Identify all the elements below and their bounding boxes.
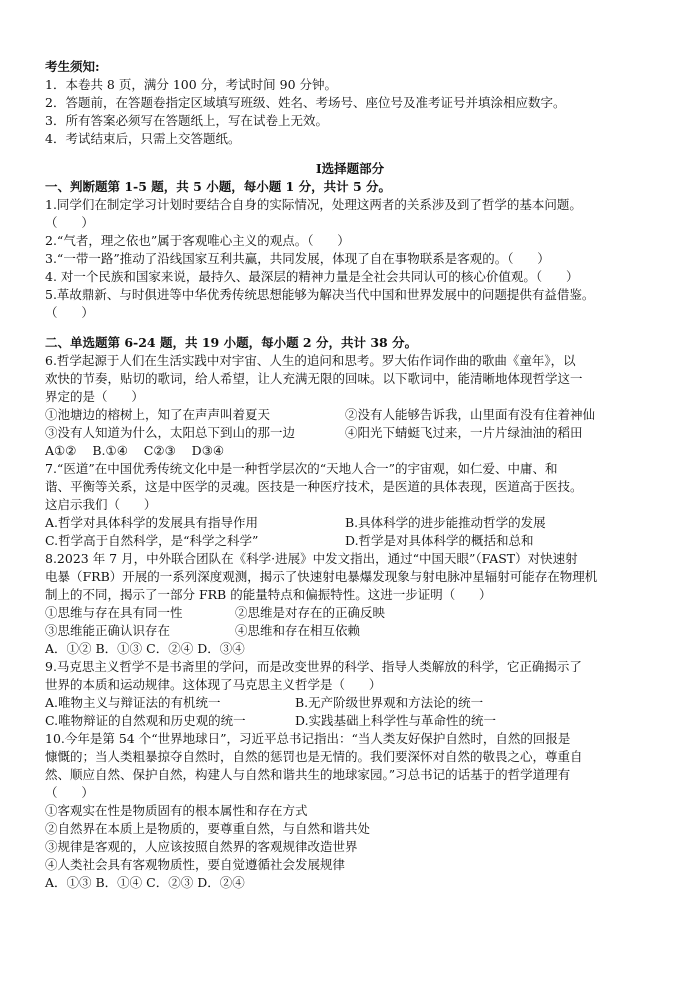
q6-option: ②没有人能够告诉我，山里面有没有住着神仙 bbox=[345, 407, 596, 422]
q10-answers: A．①③ B．①④ C．②③ D．②④ bbox=[45, 875, 245, 890]
q6-option: ①池塘边的榕树上，知了在声声叫着夏天 bbox=[45, 407, 271, 422]
q10-stem: 慷慨的；当人类粗暴掠夺自然时，自然的惩罚也是无情的。我们要深怀对自然的敬畏之心，尊重自 bbox=[45, 749, 583, 764]
q7-options-row bbox=[45, 532, 655, 550]
notice-item-2: 2．答题前，在答题卷指定区域填写班级、姓名、考场号、座位号及准考证号并填涂相应数字。 bbox=[45, 95, 566, 110]
q7-stem: 7.“医道”在中国优秀传统文化中是一种哲学层次的“天地人合一”的宇宙观，如仁爱、中庸、和 bbox=[45, 461, 558, 476]
q7-option: D.哲学是对具体科学的概括和总和 bbox=[345, 533, 534, 548]
notice-item-1: 1．本卷共 8 页，满分 100 分，考试时间 90 分钟。 bbox=[45, 77, 338, 92]
q8-option: ③思维能正确认识存在 bbox=[45, 623, 171, 638]
q9-option: D.实践基础上科学性与革命性的统一 bbox=[295, 713, 497, 728]
q10-option: ①客观实在性是物质固有的根本属性和存在方式 bbox=[45, 803, 308, 818]
notice-item-3: 3．所有答案必须写在答题纸上，写在试卷上无效。 bbox=[45, 113, 328, 128]
s1-line: （ ） bbox=[45, 305, 94, 320]
q8-option: ④思维和存在相互依赖 bbox=[235, 623, 361, 638]
s1-line: （ ） bbox=[45, 215, 94, 230]
notice-item-4: 4．考试结束后，只需上交答题纸。 bbox=[45, 131, 241, 146]
s1-line: 3.“一带一路”推动了沿线国家互利共赢，共同发展，体现了自在事物联系是客观的。（ ） bbox=[45, 251, 550, 266]
q7-stem: 这启示我们（ ） bbox=[45, 497, 157, 512]
q6-stem: 欢快的节奏，贴切的歌词，给人希望，让人充满无限的回味。以下歌词中，能清晰地体现哲学这一 bbox=[45, 371, 583, 386]
s1-line: 4. 对一个民族和国家来说，最持久、最深层的精神力量是全社会共同认可的核心价值观。（ ） bbox=[45, 269, 579, 284]
q7-option: C.哲学高于自然科学，是“科学之科学” bbox=[45, 533, 259, 548]
q9-option: A.唯物主义与辩证法的有机统一 bbox=[45, 695, 221, 710]
q10-stem: （ ） bbox=[45, 785, 94, 800]
q10-option: ②自然界在本质上是物质的，要尊重自然，与自然和谐共处 bbox=[45, 821, 371, 836]
part1-title: Ⅰ选择题部分 bbox=[315, 161, 385, 176]
q6-stem: 界定的是（ ） bbox=[45, 389, 144, 404]
q10-option: ③规律是客观的，人应该按照自然界的客观规律改造世界 bbox=[45, 839, 358, 854]
q9-stem: 9.马克思主义哲学不是书斋里的学问，而是改变世界的科学、指导人类解放的科学，它正确揭示了 bbox=[45, 659, 582, 674]
exam-page bbox=[45, 58, 655, 892]
q6-option: ④阳光下蜻蜓飞过来，一片片绿油油的稻田 bbox=[345, 425, 583, 440]
notice-title: 考生须知: bbox=[45, 59, 100, 74]
q6-stem: 6.哲学起源于人们在生活实践中对宇宙、人生的追问和思考。罗大佑作词作曲的歌曲《童年》，以 bbox=[45, 353, 576, 368]
s1-line: 1.同学们在制定学习计划时要结合自身的实际情况，处理这两者的关系涉及到了哲学的基本问题。 bbox=[45, 197, 582, 212]
q8-stem: 制上的不同，揭示了一部分 FRB 的能量特点和偏振特性。这进一步证明（ ） bbox=[45, 587, 492, 602]
s1-line: 5.革故鼎新、与时俱进等中华优秀传统思想能够为解决当代中国和世界发展中的问题提供有益借鉴。 bbox=[45, 287, 595, 302]
q9-option: B.无产阶级世界观和方法论的统一 bbox=[295, 695, 484, 710]
q8-options-row bbox=[45, 604, 655, 622]
q8-options-row bbox=[45, 622, 655, 640]
q8-option: ①思维与存在具有同一性 bbox=[45, 605, 183, 620]
section2-heading: 二、单选题第 6-24 题，共 19 小题，每小题 2 分，共计 38 分。 bbox=[45, 335, 418, 350]
q10-stem: 然、顺应自然、保护自然，构建人与自然和谐共生的地球家园。”习总书记的话基于的哲学道理有 bbox=[45, 767, 571, 782]
q6-options-row bbox=[45, 406, 655, 424]
q7-options-row bbox=[45, 514, 655, 532]
section1-heading: 一、判断题第 1-5 题，共 5 小题，每小题 1 分，共计 5 分。 bbox=[45, 179, 391, 194]
q8-answers: A．①② B．①③ C．②④ D．③④ bbox=[45, 641, 245, 656]
q9-options-row bbox=[45, 712, 655, 730]
q7-option: A.哲学对具体科学的发展具有指导作用 bbox=[45, 515, 259, 530]
q10-stem: 10.今年是第 54 个“世界地球日”，习近平总书记指出：“当人类友好保护自然时，自然的回报是 bbox=[45, 731, 571, 746]
s1-line: 2.“气者，理之依也”属于客观唯心主义的观点。（ ） bbox=[45, 233, 350, 248]
q9-stem: 世界的本质和运动规律。这体现了马克思主义哲学是（ ） bbox=[45, 677, 382, 692]
q6-option: ③没有人知道为什么，太阳总下到山的那一边 bbox=[45, 425, 296, 440]
q9-option: C.唯物辩证的自然观和历史观的统一 bbox=[45, 713, 246, 728]
q6-answers: A①② B.①④ C②③ D③④ bbox=[45, 443, 225, 458]
q8-stem: 电暴（FRB）开展的一系列深度观测，揭示了快速射电暴爆发现象与射电脉冲星辐射可能存在物理机 bbox=[45, 569, 598, 584]
q7-option: B.具体科学的进步能推动哲学的发展 bbox=[345, 515, 546, 530]
q8-stem: 8.2023 年 7 月，中外联合团队在《科学·进展》中发文指出，通过“中国天眼”（FAST）对快速射 bbox=[45, 551, 578, 566]
q6-options-row bbox=[45, 424, 655, 442]
q8-option: ②思维是对存在的正确反映 bbox=[235, 605, 386, 620]
q10-option: ④人类社会具有客观物质性，要自觉遵循社会发展规律 bbox=[45, 857, 346, 872]
q7-stem: 谐、平衡等关系，这是中医学的灵魂。医技是一种医疗技术，是医道的具体表现，医道高于医技。 bbox=[45, 479, 583, 494]
q9-options-row bbox=[45, 694, 655, 712]
